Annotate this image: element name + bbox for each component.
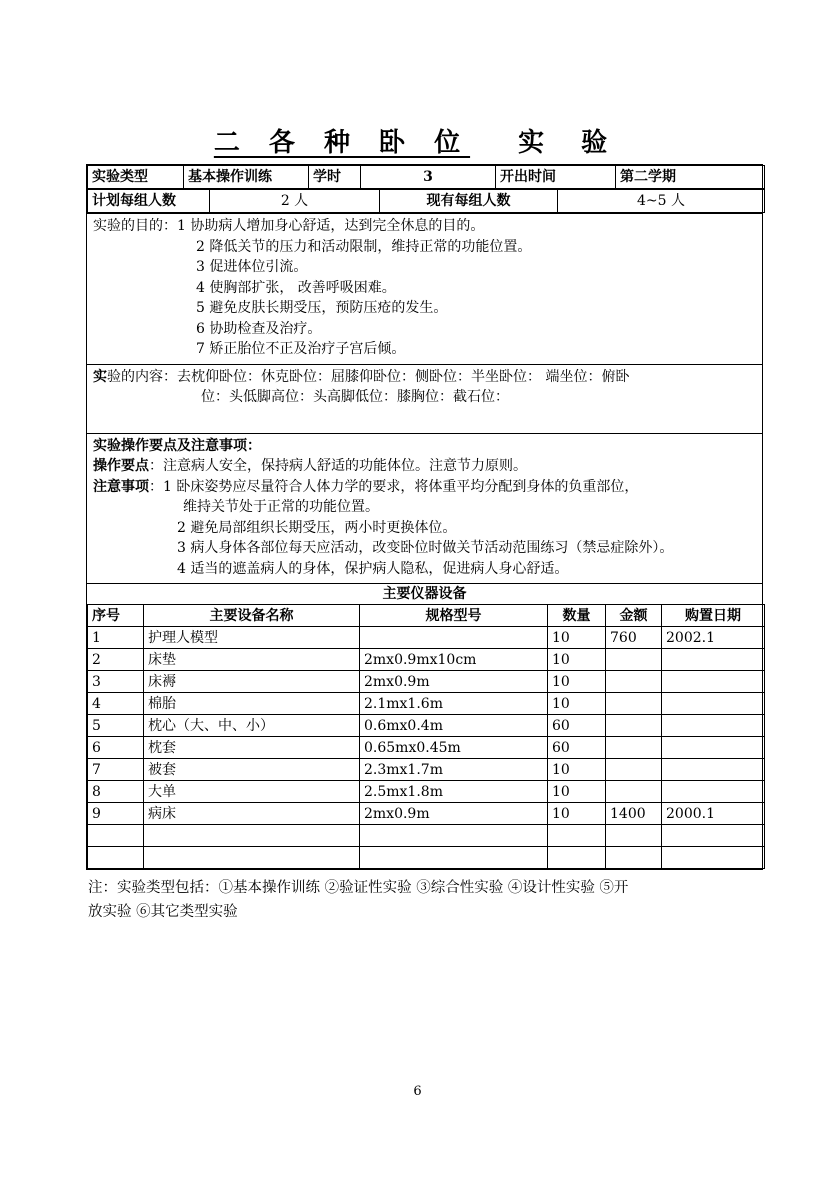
note-item-cont: 维持关节处于正常的功能位置。 [183,499,379,515]
open-value: 第二学期 [616,166,765,189]
footnote-line-1: 注：实验类型包括：①基本操作训练 ②验证性实验 ③综合性实验 ④设计性实验 ⑤开 [88,880,629,896]
equipment-header-row [88,605,765,627]
table-row [88,649,765,671]
table-cell: 6 [88,737,144,759]
title-main: 二 各 种 卧 位 [213,128,471,158]
table-cell [662,649,765,671]
table-cell: 0.65mx0.45m [360,737,548,759]
info-row-2 [88,190,765,213]
info-table [87,165,765,189]
table-cell: 3 [88,671,144,693]
page-title [0,122,835,159]
table-row [88,627,765,649]
table-cell [606,825,662,847]
plan-label: 计划每组人数 [88,190,210,213]
purpose-item: 2 降低关节的压力和活动限制，维持正常的功能位置。 [196,238,532,255]
type-label: 实验类型 [88,166,184,189]
table-cell [88,847,144,869]
content-label: 验的内容： [107,368,177,385]
points-block [87,433,762,584]
table-cell [548,847,606,869]
note-item: 2 避免局部组织长期受压，两小时更换体位。 [177,519,457,536]
table-cell [606,715,662,737]
group-table [87,189,765,213]
experiment-sheet [86,164,763,870]
table-row [88,715,765,737]
purpose-item: 4 使胸部扩张， 改善呼吸困难。 [196,279,396,296]
purpose-item: 1 协助病人增加身心舒适，达到完全休息的目的。 [177,218,485,234]
purpose-label: 实验的目的： [93,218,177,234]
table-cell: 2mx0.9mx10cm [360,649,548,671]
table-cell: 10 [548,671,606,693]
purpose-item: 7 矫正胎位不正及治疗子宫后倾。 [196,341,406,357]
table-cell: 2000.1 [662,803,765,825]
table-cell: 大单 [144,781,360,803]
purpose-item: 6 协助检查及治疗。 [196,320,322,337]
table-cell: 10 [548,649,606,671]
table-row [88,847,765,869]
table-cell [606,737,662,759]
table-cell [144,825,360,847]
table-cell [360,847,548,869]
table-cell: 1400 [606,803,662,825]
footnote-line-2: 放实验 ⑥其它类型实验 [88,904,238,920]
table-cell [662,781,765,803]
table-cell: 被套 [144,759,360,781]
table-cell [360,627,548,649]
content-line-2: 位：头低脚高位：头高脚低位：膝胸位：截石位： [201,389,509,405]
table-row [88,759,765,781]
equipment-table [87,604,765,869]
table-cell [88,825,144,847]
note-item: 4 适当的遮盖病人的身体，保护病人隐私，促进病人身心舒适。 [177,560,569,577]
table-cell: 2mx0.9m [360,671,548,693]
table-cell: 10 [548,693,606,715]
column-header: 序号 [88,605,144,627]
column-header: 金额 [606,605,662,627]
table-cell: 9 [88,803,144,825]
table-cell [606,759,662,781]
table-cell [606,671,662,693]
table-cell: 760 [606,627,662,649]
info-row-1 [88,166,765,189]
table-cell: 2.3mx1.7m [360,759,548,781]
purpose-item: 5 避免皮肤长期受压，预防压疮的发生。 [196,300,448,316]
table-cell [606,847,662,869]
table-cell: 60 [548,715,606,737]
table-cell [606,693,662,715]
table-cell [360,825,548,847]
table-cell: 10 [548,759,606,781]
table-row [88,825,765,847]
table-cell [606,781,662,803]
equipment-body [88,627,765,869]
table-cell: 床褥 [144,671,360,693]
table-cell: 1 [88,627,144,649]
page-number: 6 [413,1084,422,1099]
table-cell [662,759,765,781]
table-row [88,781,765,803]
table-cell: 棉胎 [144,693,360,715]
table-row [88,737,765,759]
table-cell: 枕套 [144,737,360,759]
type-value: 基本操作训练 [184,166,309,189]
hours-label: 学时 [309,166,361,189]
column-header: 规格型号 [360,605,548,627]
note-label: 注意事项 [93,478,149,495]
current-label: 现有每组人数 [380,190,558,213]
purpose-item: 3 促进体位引流。 [196,259,308,275]
table-cell [548,825,606,847]
column-header: 数量 [548,605,606,627]
current-value: 4~5 人 [558,190,765,213]
table-cell: 10 [548,781,606,803]
table-cell [606,649,662,671]
table-cell: 4 [88,693,144,715]
table-cell [662,825,765,847]
table-cell: 2002.1 [662,627,765,649]
table-cell: 床垫 [144,649,360,671]
content-label-bold: 实 [93,368,107,385]
table-cell [662,715,765,737]
column-header: 主要设备名称 [144,605,360,627]
note-item: 3 病人身体各部位每天应活动，改变卧位时做关节活动范围练习（禁忌症除外）。 [177,540,674,556]
plan-value: 2 人 [210,190,380,213]
title-suffix: 实 验 [518,128,622,158]
table-cell: 2 [88,649,144,671]
table-cell: 5 [88,715,144,737]
table-cell: 枕心（大、中、小） [144,715,360,737]
table-cell: 2.1mx1.6m [360,693,548,715]
table-row [88,671,765,693]
table-cell: 2.5mx1.8m [360,781,548,803]
table-cell [662,847,765,869]
table-row [88,693,765,715]
footnote [88,876,748,924]
content-block [87,364,762,433]
table-cell: 10 [548,803,606,825]
table-cell: 60 [548,737,606,759]
table-cell: 10 [548,627,606,649]
table-cell: 8 [88,781,144,803]
table-cell: 护理人模型 [144,627,360,649]
open-label: 开出时间 [496,166,616,189]
op-text: ：注意病人安全，保持病人舒适的功能体位。注意节力原则。 [149,458,527,474]
equipment-title: 主要仪器设备 [87,583,762,604]
note-item: ：1 卧床姿势应尽量符合人体力学的要求，将体重平均分配到身体的负重部位， [149,478,639,495]
content-line-1: 去枕仰卧位：休克卧位：屈膝仰卧位：侧卧位：半坐卧位： 端坐位：俯卧 [177,368,630,385]
column-header: 购置日期 [662,605,765,627]
hours-value: 3 [361,166,496,189]
table-cell [662,693,765,715]
table-cell: 病床 [144,803,360,825]
op-label: 操作要点 [93,458,149,474]
table-cell: 2mx0.9m [360,803,548,825]
table-cell [662,737,765,759]
table-cell: 7 [88,759,144,781]
table-cell: 0.6mx0.4m [360,715,548,737]
points-heading: 实验操作要点及注意事项： [93,437,261,454]
purpose-block [87,213,762,364]
table-cell [662,671,765,693]
table-cell [144,847,360,869]
table-row [88,803,765,825]
